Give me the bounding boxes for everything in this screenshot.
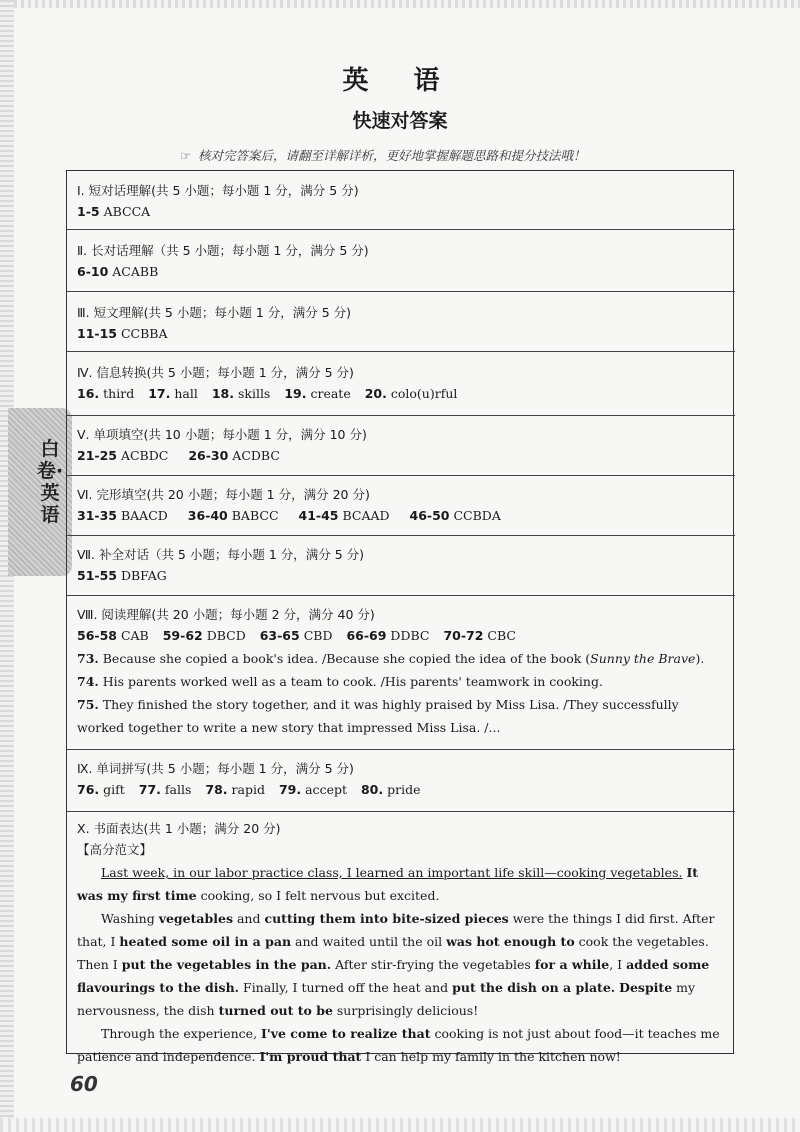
section-divider: [67, 415, 735, 416]
section-divider: [67, 229, 735, 230]
answer-range: 31-35: [77, 508, 117, 523]
answer-number: 17.: [148, 386, 171, 401]
section-divider: [67, 535, 735, 536]
instruction-note: [180, 146, 780, 164]
answer-range: 66-69: [346, 628, 387, 643]
section-2: [77, 241, 727, 283]
essay-text: and: [236, 911, 261, 926]
answer-value: DBFAG: [120, 568, 167, 583]
answer-range: 26-30: [188, 448, 229, 463]
answer-number: 16.: [77, 386, 100, 401]
side-tab-label: 白卷·英语: [36, 438, 64, 526]
answer-word: create: [310, 386, 351, 401]
page-bottom-edge: [0, 1118, 800, 1132]
page-number: 60: [70, 1072, 98, 1096]
answer-line: [77, 565, 727, 587]
essay-text: Washing: [101, 911, 155, 926]
essay-text: cooking, so I felt nervous but excited.: [200, 888, 440, 903]
section-8: [77, 605, 727, 739]
essay-text: surprisingly delicious!: [336, 1003, 479, 1018]
answer-range: 51-55: [77, 568, 117, 583]
answer-word: gift: [103, 782, 125, 797]
answer-value: BABCC: [231, 508, 279, 523]
answer-line: [77, 625, 727, 647]
answer-line: [77, 201, 727, 223]
answer-range: 59-62: [162, 628, 203, 643]
answer-text: They finished the story together, and it was highly praised by Miss Lisa. /They successfully worked together to write a new story that impressed Miss Lisa. /...: [77, 697, 679, 735]
answer-line: [77, 261, 727, 283]
essay-text: , I: [609, 957, 623, 972]
essay-text: were the things I did first. After that, I: [77, 911, 715, 949]
answer-number: 80.: [360, 782, 384, 797]
answer-number: 79.: [278, 782, 302, 797]
answer-number: 19.: [284, 386, 307, 401]
section-title: Ⅸ. 单词拼写(共 5 小题；每小题 1 分，满分 5 分): [77, 761, 354, 776]
essay-highlight: turned out to be: [218, 1003, 333, 1018]
section-title: Ⅱ. 长对话理解（共 5 小题；每小题 1 分，满分 5 分): [77, 243, 369, 258]
essay-highlight: put the vegetables in the pan.: [121, 957, 332, 972]
answer-value: CAB: [120, 628, 149, 643]
answer-range: 1-5: [77, 204, 100, 219]
section-title: Ⅷ. 阅读理解(共 20 小题；每小题 2 分，满分 40 分): [77, 607, 375, 622]
answer-text: Because she copied a book's idea. /Because she copied the idea of the book (: [102, 651, 591, 666]
answer-value: CBD: [303, 628, 333, 643]
answer-line: [77, 505, 727, 527]
essay-highlight: It was my first time: [77, 865, 699, 903]
answer-text-end: ).: [695, 651, 705, 666]
page-subtitle: 快速对答案: [352, 110, 448, 132]
essay-text: cook the vegetables. Then I: [77, 934, 709, 972]
answer-line: [77, 383, 727, 405]
answer-word: pride: [387, 782, 421, 797]
answer-key-frame: [66, 170, 734, 1064]
essay-highlight: cutting them into bite-sized pieces: [264, 911, 509, 926]
section-5: [77, 425, 727, 467]
section-10: [77, 819, 727, 1068]
answer-range: 36-40: [187, 508, 228, 523]
page-title: 英 语: [342, 66, 458, 96]
answer-75: [77, 693, 727, 739]
section-3: [77, 303, 727, 345]
answer-value: ACBDC: [120, 448, 169, 463]
answer-value: ABCCA: [103, 204, 151, 219]
answer-range: 41-45: [298, 508, 339, 523]
answer-value: ACABB: [112, 264, 159, 279]
page-top-edge: [0, 0, 800, 8]
answer-word: skills: [237, 386, 271, 401]
instruction-note-text: 核对完答案后，请翻至详解详析，更好地掌握解题思路和提分技法哦！: [198, 148, 586, 163]
essay-paragraph-1: [77, 861, 727, 907]
model-essay-label: 【高分范文】: [77, 842, 153, 857]
essay-text: cooking is not just about food—it teaches me patience and independence.: [77, 1026, 720, 1064]
essay-text: After stir-frying the vegetables: [335, 957, 531, 972]
essay-text: Through the experience,: [101, 1026, 258, 1041]
answer-line: [77, 779, 727, 801]
section-divider: [67, 595, 735, 596]
essay-paragraph-2: [77, 907, 727, 1022]
answer-value: DDBC: [390, 628, 430, 643]
essay-highlight: for a while: [534, 957, 610, 972]
answer-range: 70-72: [443, 628, 484, 643]
section-1: [77, 181, 727, 223]
answer-word: rapid: [231, 782, 265, 797]
answer-text: His parents worked well as a team to cook. /His parents' teamwork in cooking.: [102, 674, 603, 689]
section-title: Ⅹ. 书面表达(共 1 小题；满分 20 分): [77, 821, 281, 836]
answer-line: [77, 445, 727, 467]
answer-word: falls: [164, 782, 192, 797]
section-divider: [67, 475, 735, 476]
essay-highlight: Despite: [619, 980, 673, 995]
answer-value: BAACD: [120, 508, 168, 523]
question-number: 73.: [77, 651, 99, 666]
answer-number: 18.: [211, 386, 234, 401]
essay-paragraph-3: [77, 1022, 727, 1068]
essay-highlight: I've come to realize that: [261, 1026, 431, 1041]
essay-highlight: added some flavourings to the dish.: [77, 957, 710, 995]
essay-highlight: put the dish on a plate.: [452, 980, 616, 995]
answer-word: hall: [174, 386, 198, 401]
essay-highlight: I'm proud that: [259, 1049, 362, 1064]
essay-text: and waited until the oil: [295, 934, 443, 949]
answer-range: 21-25: [77, 448, 117, 463]
essay-highlight: heated some oil in a pan: [119, 934, 292, 949]
section-divider: [67, 351, 735, 352]
question-number: 75.: [77, 697, 99, 712]
answer-word: colo(u)rful: [390, 386, 458, 401]
section-7: [77, 545, 727, 587]
answer-range: 6-10: [77, 264, 109, 279]
answer-value: BCAAD: [342, 508, 390, 523]
side-tab: [8, 408, 72, 576]
section-title: Ⅲ. 短文理解(共 5 小题；每小题 1 分，满分 5 分): [77, 305, 352, 320]
section-divider: [67, 749, 735, 750]
answer-number: 76.: [77, 782, 100, 797]
question-number: 74.: [77, 674, 99, 689]
section-9: [77, 759, 727, 801]
answer-number: 77.: [138, 782, 161, 797]
book-title: Sunny the Brave: [590, 651, 696, 666]
essay-highlight: vegetables: [158, 911, 233, 926]
answer-word: third: [103, 386, 135, 401]
answer-value: DBCD: [206, 628, 246, 643]
essay-highlight: was hot enough to: [446, 934, 575, 949]
answer-range: 56-58: [77, 628, 117, 643]
answer-value: ACDBC: [232, 448, 280, 463]
section-title: Ⅴ. 单项填空(共 10 小题；每小题 1 分，满分 10 分): [77, 427, 367, 442]
answer-word: accept: [305, 782, 347, 797]
answer-73: [77, 647, 727, 670]
essay-text: Finally, I turned off the heat and: [243, 980, 449, 995]
answer-value: CCBBA: [120, 326, 168, 341]
answer-range: 46-50: [409, 508, 450, 523]
section-title: Ⅵ. 完形填空(共 20 小题；每小题 1 分，满分 20 分): [77, 487, 370, 502]
section-title: Ⅰ. 短对话理解(共 5 小题；每小题 1 分，满分 5 分): [77, 183, 359, 198]
answer-74: [77, 670, 727, 693]
pointing-hand-icon: ☞: [180, 148, 192, 163]
section-divider: [67, 291, 735, 292]
answer-value: CCBDA: [453, 508, 501, 523]
section-6: [77, 485, 727, 527]
answer-number: 78.: [205, 782, 228, 797]
essay-text: Last week, in our labor practice class, I learned an important life skill—cooking vegetables.: [101, 865, 683, 880]
section-divider: [67, 811, 735, 812]
answer-range: 11-15: [77, 326, 117, 341]
section-title: Ⅶ. 补全对话（共 5 小题；每小题 1 分，满分 5 分): [77, 547, 365, 562]
essay-text: I can help my family in the kitchen now!: [365, 1049, 621, 1064]
answer-range: 63-65: [259, 628, 300, 643]
essay-text: my nervousness, the dish: [77, 980, 696, 1018]
answer-value: CBC: [487, 628, 516, 643]
answer-line: [77, 323, 727, 345]
section-title: Ⅳ. 信息转换(共 5 小题；每小题 1 分，满分 5 分): [77, 365, 354, 380]
answer-number: 20.: [364, 386, 387, 401]
section-4: [77, 363, 727, 405]
